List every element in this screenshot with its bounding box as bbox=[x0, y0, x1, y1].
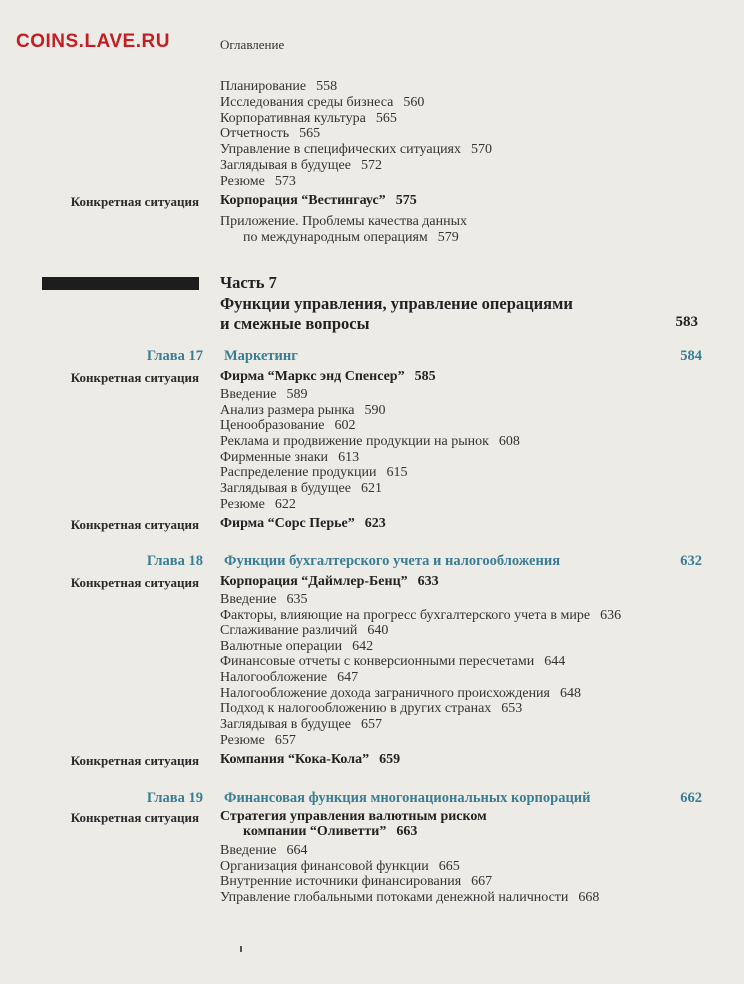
chapter-title: Финансовая функция многонациональных корпораций bbox=[224, 790, 591, 806]
toc-entry: Налогообложение 647 bbox=[220, 670, 359, 685]
toc-entry: Резюме 622 bbox=[220, 497, 296, 512]
toc-entry: Фирменные знаки 613 bbox=[220, 450, 360, 465]
case-study-entry: Компания “Кока-Кола” 659 bbox=[220, 752, 401, 767]
toc-entry: Управление в специфических ситуациях 570 bbox=[220, 142, 492, 157]
case-study-entry-cont: компании “Оливетти” 663 bbox=[243, 824, 418, 839]
case-label: Конкретная ситуация bbox=[70, 194, 199, 209]
toc-entry: Заглядывая в будущее 621 bbox=[220, 481, 382, 496]
toc-entry: Введение 635 bbox=[220, 592, 308, 607]
case-label: Конкретная ситуация bbox=[70, 370, 199, 385]
chapter-title: Маркетинг bbox=[224, 348, 298, 364]
running-head: Оглавление bbox=[220, 37, 285, 52]
toc-entry: Анализ размера рынка 590 bbox=[220, 403, 386, 418]
toc-entry: Ценообразование 602 bbox=[220, 418, 356, 433]
case-study-entry: Корпорация “Вестингаус” 575 bbox=[220, 193, 417, 208]
toc-entry: Факторы, влияющие на прогресс бухгалтерского учета в мире 636 bbox=[220, 608, 622, 623]
toc-entry: Заглядывая в будущее 572 bbox=[220, 158, 382, 173]
toc-entry: Финансовые отчеты с конверсионными пересчетами 644 bbox=[220, 654, 566, 669]
chapter-number: Глава 18 bbox=[146, 553, 203, 569]
part-marker-bar bbox=[42, 277, 199, 290]
chapter-page: 584 bbox=[680, 348, 702, 364]
toc-entry: Резюме 657 bbox=[220, 733, 296, 748]
case-study-entry: Фирма “Маркс энд Спенсер” 585 bbox=[220, 369, 436, 384]
chapter-title: Функции бухгалтерского учета и налогообложения bbox=[224, 553, 561, 569]
case-label: Конкретная ситуация bbox=[70, 575, 199, 590]
part-title-cont: и смежные вопросы bbox=[220, 314, 370, 333]
case-study-entry: Фирма “Сорс Перье” 623 bbox=[220, 516, 386, 531]
toc-entry: Планирование 558 bbox=[220, 79, 338, 94]
case-study-entry: Стратегия управления валютным риском bbox=[220, 809, 487, 824]
toc-entry: Введение 589 bbox=[220, 387, 308, 402]
toc-entry: Отчетность 565 bbox=[220, 126, 321, 141]
toc-entry: Налогообложение дохода заграничного происхождения 648 bbox=[220, 686, 581, 701]
toc-entry: Организация финансовой функции 665 bbox=[220, 859, 460, 874]
toc-entry: Управление глобальными потоками денежной наличности 668 bbox=[220, 890, 600, 905]
case-study-entry: Корпорация “Даймлер-Бенц” 633 bbox=[220, 574, 439, 589]
toc-entry: Распределение продукции 615 bbox=[220, 465, 408, 480]
appendix-entry-cont: по международным операциям 579 bbox=[243, 230, 459, 245]
watermark: COINS.LAVE.RU bbox=[16, 31, 170, 52]
chapter-page: 662 bbox=[680, 790, 702, 806]
toc-entry: Сглаживание различий 640 bbox=[220, 623, 389, 638]
part-label: Часть 7 bbox=[220, 273, 277, 292]
toc-entry: Подход к налогообложению в других странах 653 bbox=[220, 701, 523, 716]
case-label: Конкретная ситуация bbox=[70, 753, 199, 768]
case-label: Конкретная ситуация bbox=[70, 810, 199, 825]
toc-entry: Введение 664 bbox=[220, 843, 308, 858]
toc-entry: Внутренние источники финансирования 667 bbox=[220, 874, 493, 889]
part-page: 583 bbox=[675, 314, 698, 330]
appendix-entry: Приложение. Проблемы качества данных bbox=[220, 214, 468, 229]
toc-entry: Реклама и продвижение продукции на рынок 608 bbox=[220, 434, 520, 449]
toc-entry: Корпоративная культура 565 bbox=[220, 111, 397, 126]
chapter-page: 632 bbox=[680, 553, 702, 569]
toc-entry: Резюме 573 bbox=[220, 174, 296, 189]
toc-entry: Заглядывая в будущее 657 bbox=[220, 717, 382, 732]
toc-entry: Валютные операции 642 bbox=[220, 639, 374, 654]
chapter-number: Глава 19 bbox=[146, 790, 203, 806]
chapter-number: Глава 17 bbox=[146, 348, 203, 364]
case-label: Конкретная ситуация bbox=[70, 517, 199, 532]
part-title: Функции управления, управление операциями bbox=[220, 294, 573, 313]
print-mark bbox=[240, 946, 242, 952]
toc-entry: Исследования среды бизнеса 560 bbox=[220, 95, 425, 110]
